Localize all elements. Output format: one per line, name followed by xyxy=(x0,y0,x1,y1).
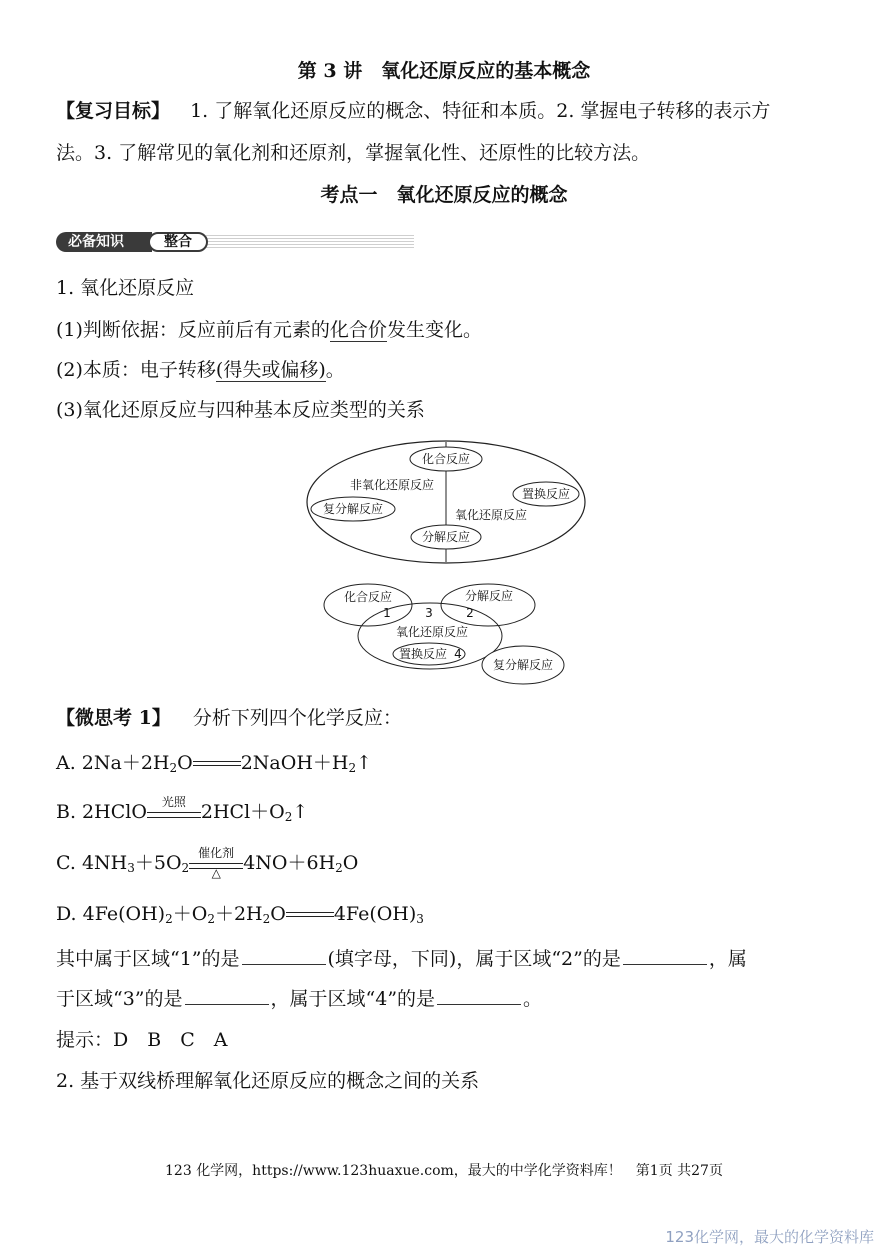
gas-arrow: ↑ xyxy=(292,801,309,823)
banner-stripe xyxy=(206,235,414,249)
reaction-c-part2: ＋5O xyxy=(134,852,182,874)
question-text5: ，属于区域“4”的是 xyxy=(270,988,436,1010)
review-goals-label: 【复习目标】 xyxy=(56,100,171,122)
question-text3: ，属 xyxy=(708,948,747,970)
redox-label: 氧化还原反应 xyxy=(454,508,528,522)
sec1-item2 xyxy=(56,355,345,382)
reaction-a-part3: 2NaOH＋H xyxy=(240,752,349,774)
review-goals-line2: 法。3. 了解常见的氧化剂和还原剂，掌握氧化性、还原性的比较方法。 xyxy=(56,142,651,164)
reaction-a-part2: O xyxy=(177,752,193,774)
reaction-c xyxy=(56,846,359,880)
reaction-d-sub3: 2 xyxy=(262,912,271,926)
page-footer: 123 化学网，https://www.123huaxue.com，最大的中学化学资料库！ 第1页 共27页 xyxy=(165,1163,723,1179)
displacement-label: 置换反应 xyxy=(521,487,571,501)
reaction-c-sub1: 3 xyxy=(127,861,135,875)
answer-blank-3[interactable] xyxy=(185,990,269,1005)
double-decomp-label: 复分解反应 xyxy=(322,502,384,516)
item1-post: 发生变化。 xyxy=(386,319,482,341)
reaction-a-sub2: 2 xyxy=(348,761,357,775)
reaction-a-sub1: 2 xyxy=(169,761,178,775)
question-line1 xyxy=(56,944,747,971)
condition-equals xyxy=(189,846,243,880)
item1-pre: (1)判断依据：反应前后有元素的 xyxy=(56,319,330,341)
reaction-b xyxy=(56,797,308,824)
decomposition-label: 分解反应 xyxy=(421,530,471,544)
banner-left-label: 必备知识 xyxy=(56,232,152,252)
item2-post: 。 xyxy=(325,359,345,381)
sec1-item3: (3)氧化还原反应与四种基本反应类型的关系 xyxy=(56,399,425,421)
sec1-heading: 1. 氧化还原反应 xyxy=(56,277,195,299)
combination-label: 化合反应 xyxy=(421,452,471,466)
reaction-d-part2: ＋O xyxy=(172,903,208,925)
diagram-venn-redox xyxy=(300,436,600,576)
condition-heat: △ xyxy=(211,866,221,880)
item2-pre: (2)本质：电子转移 xyxy=(56,359,216,381)
reaction-c-part3: 4NO＋6H xyxy=(243,852,336,874)
reaction-b-sub: 2 xyxy=(284,810,293,824)
reaction-b-part1: B. 2HClO xyxy=(56,801,147,823)
sec1-item1 xyxy=(56,315,482,342)
reaction-c-sub2: 2 xyxy=(181,861,190,875)
diagram-overlap-redox xyxy=(318,582,578,686)
reaction-a-part1: A. 2Na＋2H xyxy=(56,752,170,774)
reaction-b-part2: 2HCl＋O xyxy=(200,801,285,823)
equals-sign xyxy=(193,759,241,769)
reaction-a xyxy=(56,748,372,775)
answer-blank-1[interactable] xyxy=(242,950,326,965)
reaction-c-part4: O xyxy=(342,852,359,874)
review-goals-text1: 1. 了解氧化还原反应的概念、特征和本质。2. 掌握电子转移的表示方 xyxy=(190,100,771,122)
equals-sign xyxy=(286,910,334,920)
reaction-d-sub1: 2 xyxy=(165,912,173,926)
question-text6: 。 xyxy=(523,988,543,1010)
double-decomp-label-2: 复分解反应 xyxy=(492,658,554,672)
reaction-c-part1: C. 4NH xyxy=(56,852,128,874)
answer-blank-2[interactable] xyxy=(623,950,707,965)
non-redox-label: 非氧化还原反应 xyxy=(349,478,435,492)
question-line2 xyxy=(56,984,542,1011)
reaction-d-part4: O xyxy=(270,903,286,925)
reaction-d-part3: ＋2H xyxy=(214,903,263,925)
displacement-label-2: 置换反应 xyxy=(398,647,448,661)
reaction-d-sub4: 3 xyxy=(416,912,424,926)
question-text2: (填字母，下同)，属于区域“2”的是 xyxy=(327,948,621,970)
page-title: 第 3 讲 氧化还原反应的基本概念 xyxy=(297,60,591,82)
item2-underlined: (得失或偏移) xyxy=(215,359,326,381)
knowledge-banner xyxy=(56,232,416,252)
reaction-c-sub3: 2 xyxy=(335,861,343,875)
think-intro: 分析下列四个化学反应： xyxy=(192,707,402,729)
redox-label-2: 氧化还原反应 xyxy=(395,625,469,639)
region-3-label: 3 xyxy=(425,606,433,620)
region-1-label: 1 xyxy=(383,606,391,620)
reaction-d-part1: D. 4Fe(OH) xyxy=(56,903,166,925)
combination-label-2: 化合反应 xyxy=(343,590,393,604)
item1-underlined: 化合价 xyxy=(329,319,387,341)
watermark: 123化学网，最大的化学资料库 xyxy=(665,1228,874,1246)
sec2-heading: 2. 基于双线桥理解氧化还原反应的概念之间的关系 xyxy=(56,1070,480,1092)
answer-blank-4[interactable] xyxy=(437,990,521,1005)
reaction-d xyxy=(56,899,424,926)
reaction-d-part5: 4Fe(OH) xyxy=(333,903,417,925)
condition-catalyst: 催化剂 xyxy=(198,846,235,860)
reaction-d-sub2: 2 xyxy=(207,912,215,926)
question-text4: 于区域“3”的是 xyxy=(56,988,183,1010)
banner-right-label: 整合 xyxy=(148,232,208,252)
hint-answer: 提示：D B C A xyxy=(56,1029,228,1051)
think-heading xyxy=(56,703,402,730)
section-title: 考点一 氧化还原反应的概念 xyxy=(320,184,568,206)
review-goals-line1 xyxy=(56,96,770,123)
region-4-label: 4 xyxy=(454,647,462,661)
question-text1: 其中属于区域“1”的是 xyxy=(56,948,240,970)
condition-light: 光照 xyxy=(161,795,186,809)
decomposition-label-2: 分解反应 xyxy=(464,589,514,603)
gas-arrow: ↑ xyxy=(356,752,373,774)
region-2-label: 2 xyxy=(466,606,474,620)
condition-equals xyxy=(147,795,201,823)
think-label: 【微思考 1】 xyxy=(56,707,171,729)
